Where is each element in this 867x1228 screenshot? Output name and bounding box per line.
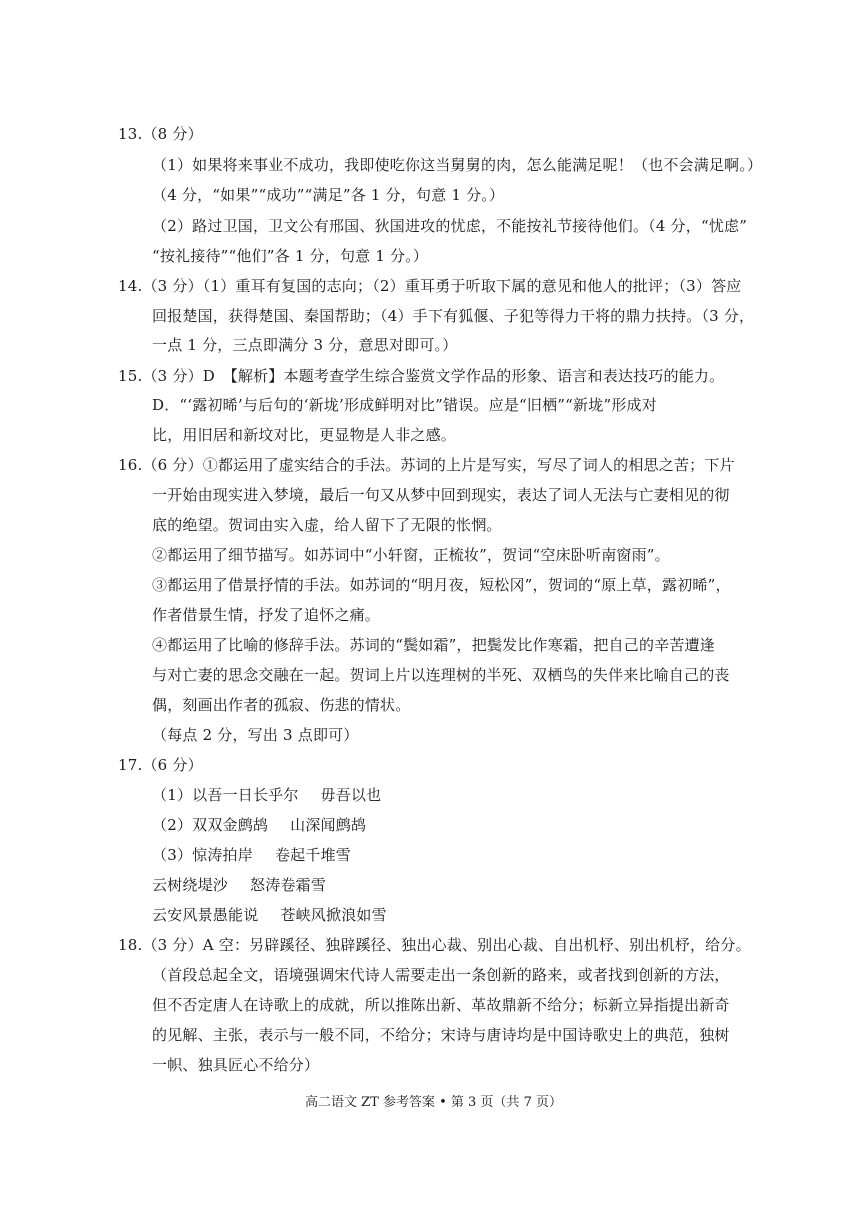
q17-answer-3: [152, 845, 351, 865]
q14-answer-line-1: 14.（3 分）（1）重耳有复国的志向；（2）重耳勇于听取下属的意见和他人的批评；（3）答应: [118, 277, 742, 295]
q17-answer-2-part-a: （2）双双金鹧鸪: [152, 816, 269, 834]
q18-answer-line-1: 18.（3 分）A 空：另辟蹊径、独辟蹊径、独出心裁、别出心裁、自出机杼、别出机杼，给分。: [118, 936, 751, 954]
q17-heading: 17.（6 分）: [118, 756, 203, 774]
q17-answer-3-alt-2: [152, 905, 387, 925]
q16-point-3-line-1: ③都运用了借景抒情的手法。如苏词的“明月夜，短松冈”，贺词的“原上草，露初晞”，: [152, 576, 731, 594]
q13-scoring-1: （4 分，“如果”“成功”“满足”各 1 分，句意 1 分。）: [152, 186, 505, 204]
q16-point-4-line-2: 与对亡妻的思念交融在一起。贺词上片以连理树的半死、双栖鸟的失伴来比喻自己的丧: [152, 666, 730, 684]
q16-point-2: ②都运用了细节描写。如苏词中“小轩窗，正梳妆”，贺词“空床卧听南窗雨”。: [152, 546, 670, 564]
q13-scoring-2: “按礼接待”“他们”各 1 分，句意 1 分。）: [152, 247, 429, 265]
q17-answer-3-alt-2-part-b: 苍峡风掀浪如雪: [280, 906, 387, 924]
q15-answer-line-3: 比，用旧居和新坟对比，更显物是人非之感。: [152, 426, 457, 444]
q17-answer-2-part-b: 山深闻鹧鸪: [290, 816, 367, 834]
q17-answer-3-alt-1: [152, 875, 326, 895]
q17-answer-1-part-b: 毋吾以也: [320, 786, 382, 804]
q16-point-3-line-2: 作者借景生情，抒发了追怀之痛。: [152, 606, 381, 624]
q17-answer-1-part-a: （1）以吾一日长乎尔: [152, 786, 299, 804]
q17-answer-3-part-b: 卷起千堆雪: [274, 846, 351, 864]
q17-answer-3-alt-1-part-b: 怒涛卷霜雪: [250, 876, 327, 894]
q15-answer-line-1: 15.（3 分）D 【解析】本题考查学生综合鉴赏文学作品的形象、语言和表达技巧的能力。: [118, 367, 725, 385]
q18-answer-line-5: 一帜、独具匠心不给分）: [152, 1056, 320, 1074]
q16-point-1-line-1: 16.（6 分）①都运用了虚实结合的手法。苏词的上片是写实，写尽了词人的相思之苦；下片: [118, 456, 735, 474]
q17-answer-3-alt-1-part-a: 云树绕堤沙: [152, 876, 229, 894]
q17-answer-1: [152, 785, 381, 805]
q18-answer-line-3: 但不否定唐人在诗歌上的成就，所以推陈出新、革故鼎新不给分；标新立异指提出新奇: [152, 996, 730, 1014]
q13-answer-2: （2）路过卫国，卫文公有邢国、狄国进攻的忧虑，不能按礼节接待他们。（4 分，“忧虑”: [152, 217, 748, 235]
q14-answer-line-2: 回报楚国，获得楚国、秦国帮助；（4）手下有狐偃、子犯等得力干将的鼎力扶持。（3 分，: [152, 307, 755, 325]
page-footer: 高二语文 ZT 参考答案 • 第 3 页（共 7 页）: [305, 1095, 562, 1110]
q16-point-1-line-3: 底的绝望。贺词由实入虚，给人留下了无限的怅惘。: [152, 516, 502, 534]
q16-scoring: （每点 2 分，写出 3 点即可）: [152, 726, 359, 744]
q16-point-4-line-3: 偶，刻画出作者的孤寂、伤悲的情状。: [152, 696, 411, 714]
q15-answer-line-2: D．“‘露初晞’与后句的‘新垅’形成鲜明对比”错误。应是“旧栖”“新垅”形成对: [152, 396, 657, 414]
q17-answer-3-part-a: （3）惊涛拍岸: [152, 846, 253, 864]
q18-answer-line-4: 的见解、主张，表示与一般不同，不给分；宋诗与唐诗均是中国诗歌史上的典范，独树: [152, 1026, 730, 1044]
q18-answer-line-2: （首段总起全文，语境强调宋代诗人需要走出一条创新的路来，或者找到创新的方法，: [152, 966, 730, 984]
q14-answer-line-3: 一点 1 分，三点即满分 3 分，意思对即可。）: [152, 336, 458, 354]
q13-heading: 13.（8 分）: [118, 125, 203, 143]
q17-answer-2: [152, 815, 366, 835]
q16-point-4-line-1: ④都运用了比喻的修辞手法。苏词的“鬓如霜”，把鬓发比作寒霜，把自己的辛苦遭逢: [152, 636, 715, 654]
q17-answer-3-alt-2-part-a: 云安风景愚能说: [152, 906, 259, 924]
q13-answer-1: （1）如果将来事业不成功，我即使吃你这当舅舅的肉，怎么能满足呢！（也不会满足啊。）: [152, 156, 763, 174]
q16-point-1-line-2: 一开始由现实进入梦境，最后一句又从梦中回到现实，表达了词人无法与亡妻相见的彻: [152, 486, 730, 504]
